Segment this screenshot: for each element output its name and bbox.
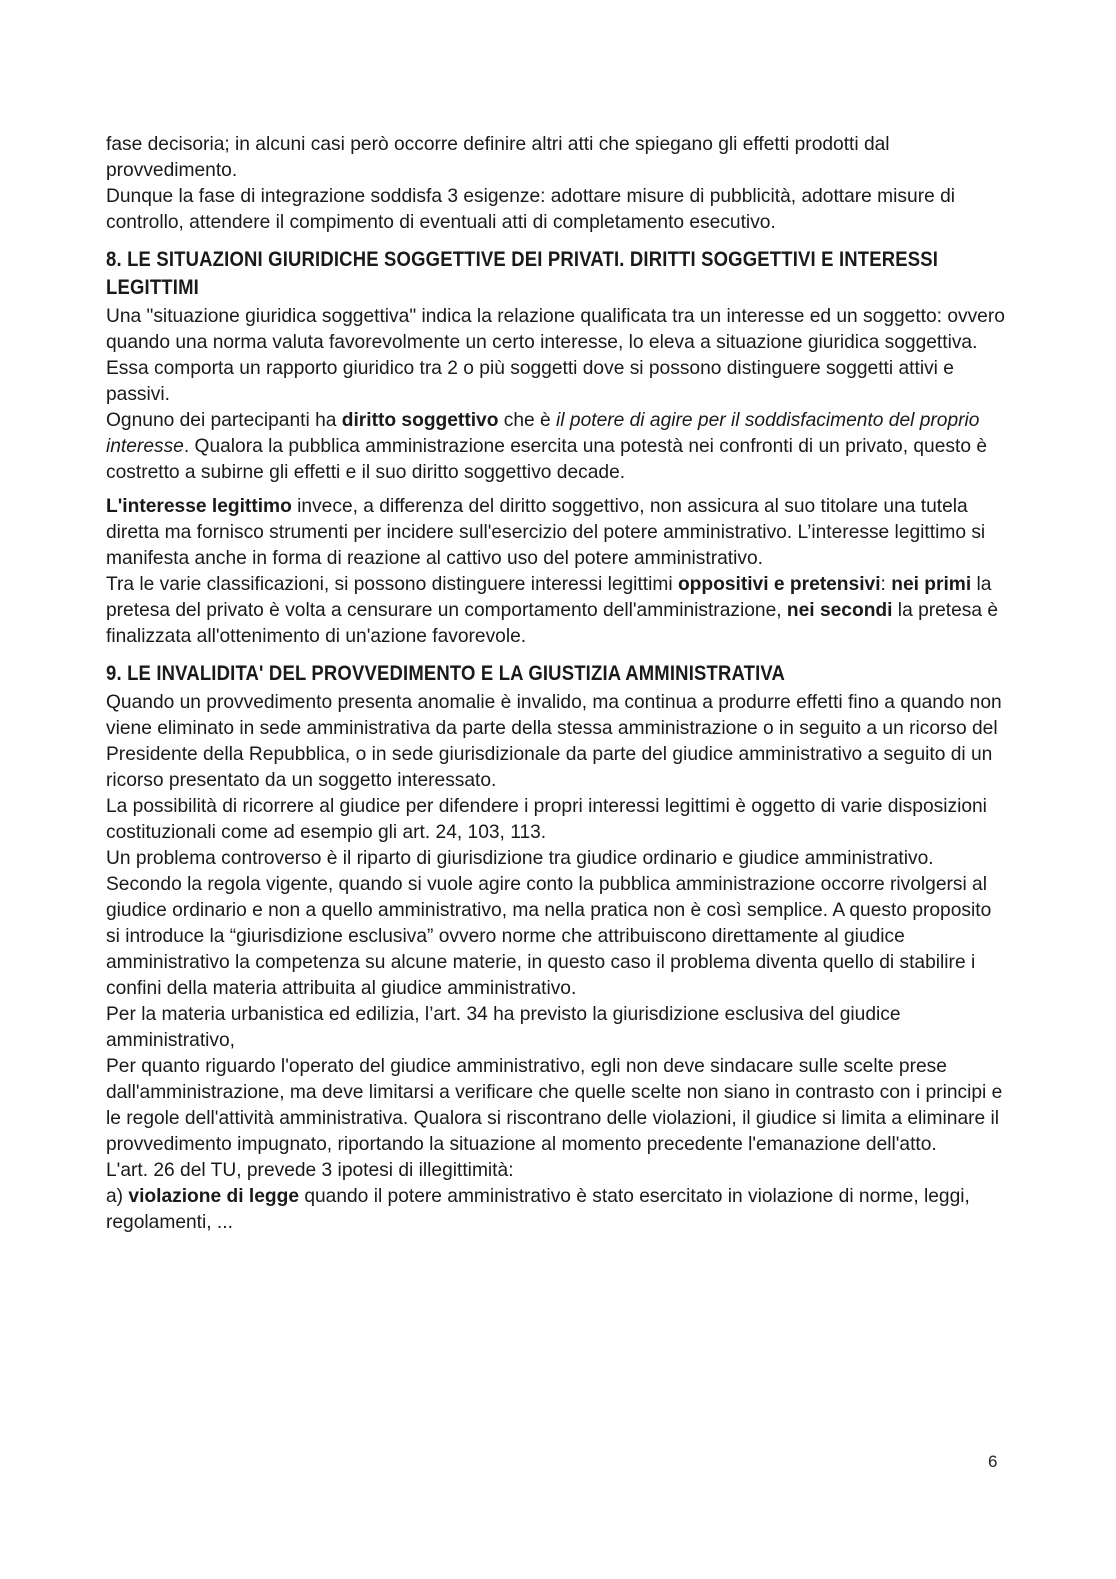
term-oppositivi-pretensivi: oppositivi e pretensivi	[677, 574, 881, 595]
section-9-paragraph-6: L'art. 26 del TU, prevede 3 ipotesi di illegittimità:	[106, 1160, 514, 1181]
term-diritto-soggettivo: diritto soggettivo	[341, 410, 499, 431]
section-9-paragraph-2: La possibilità di ricorrere al giudice per difendere i propri interessi legittimi è oggetto di varie disposizioni costituzionali come ad esempio gli art. 24, 103, 113.	[106, 796, 987, 843]
intro-paragraph-2: Dunque la fase di integrazione soddisfa 3 esigenze: adottare misure di pubblicità, adottare misure di controllo, attendere il compimento di eventuali atti di completamento esecutivo.	[106, 186, 956, 233]
section-9-paragraph-1: Quando un provvedimento presenta anomalie è invalido, ma continua a produrre effetti fino a quando non viene eliminato in sede amministrativa da parte della stessa amministrazione o in seguito a un ricorso del Presidente della Repubblica, o in sede giurisdizionale da parte del giudice amministrativo a seguito di un ricorso presentato da un soggetto interessato.	[106, 692, 1002, 791]
section-9-paragraph-5: Per quanto riguardo l'operato del giudice amministrativo, egli non deve sindacare sulle scelte prese dall'amministrazione, ma deve limitarsi a verificare che quelle scelte non siano in contrasto con i principi e le regole dell'attività amministrativa. Qualora si riscontrano delle violazioni, il giudice si limita a eliminare il provvedimento impugnato, riportando la situazione al momento precedente l'emanazione dell'atto.	[106, 1056, 1003, 1155]
section-8-paragraph-2: Ognuno dei partecipanti ha diritto soggettivo che è il potere di agire per il soddisfacimento del proprio interesse. Qualora la pubblica amministrazione esercita una potestà nei confronti di un privato, questo è costretto a subirne gli effetti e il suo diritto soggettivo decade.	[106, 410, 987, 483]
term-violazione-di-legge: violazione di legge	[128, 1186, 299, 1207]
section-9-heading: 9. LE INVALIDITA' DEL PROVVEDIMENTO E LA GIUSTIZIA AMMINISTRATIVA	[106, 662, 786, 685]
definition-diritto-soggettivo: il potere di agire per il soddisfacimento del proprio interesse	[106, 410, 980, 457]
section-9-paragraph-7: a) violazione di legge quando il potere amministrativo è stato esercitato in violazione di norme, leggi, regolamenti, ...	[106, 1186, 970, 1233]
section-8-paragraph-3: L'interesse legittimo invece, a differenza del diritto soggettivo, non assicura al suo titolare una tutela diretta ma fornisco strumenti per incidere sull'esercizio del potere amministrativo. L’interesse legittimo si manifesta anche in forma di reazione al cattivo uso del potere amministrativo.	[106, 496, 986, 569]
term-interesse-legittimo: L'interesse legittimo	[106, 496, 292, 517]
page-number: 6	[988, 1452, 998, 1471]
term-nei-secondi: nei secondi	[786, 600, 893, 621]
section-8-paragraph-4: Tra le varie classificazioni, si possono distinguere interessi legittimi oppositivi e pretensivi: nei primi la pretesa del privato è volta a censurare un comportamento dell'amministrazione, nei secondi la pretesa è finalizzata all'ottenimento di un'azione favorevole.	[106, 574, 999, 647]
document-page	[106, 132, 1006, 1236]
section-8-heading: 8. LE SITUAZIONI GIURIDICHE SOGGETTIVE DEI PRIVATI. DIRITTI SOGGETTIVI E INTERESSI LEGITTIMI	[106, 248, 939, 299]
section-9-paragraph-4: Per la materia urbanistica ed edilizia, l’art. 34 ha previsto la giurisdizione esclusiva del giudice amministrativo,	[106, 1004, 901, 1051]
section-9-paragraph-3: Un problema controverso è il riparto di giurisdizione tra giudice ordinario e giudice amministrativo. Secondo la regola vigente, quando si vuole agire conto la pubblica amministrazione occorre rivolgersi al giudice ordinario e non a quello amministrativo, ma nella pratica non è così semplice. A questo proposito si introduce la “giurisdizione esclusiva” ovvero norme che attribuiscono direttamente al giudice amministrativo la competenza su alcune materie, in questo caso il problema diventa quello di stabilire i confini della materia attribuita al giudice amministrativo.	[106, 848, 992, 999]
section-8-paragraph-1: Una "situazione giuridica soggettiva" indica la relazione qualificata tra un interesse ed un soggetto: ovvero quando una norma valuta favorevolmente un certo interesse, lo eleva a situazione giuridica soggettiva. Essa comporta un rapporto giuridico tra 2 o più soggetti dove si possono distinguere soggetti attivi e passivi.	[106, 306, 1005, 405]
term-nei-primi: nei primi	[891, 574, 972, 595]
intro-paragraph-1: fase decisoria; in alcuni casi però occorre definire altri atti che spiegano gli effetti prodotti dal provvedimento.	[106, 134, 890, 181]
